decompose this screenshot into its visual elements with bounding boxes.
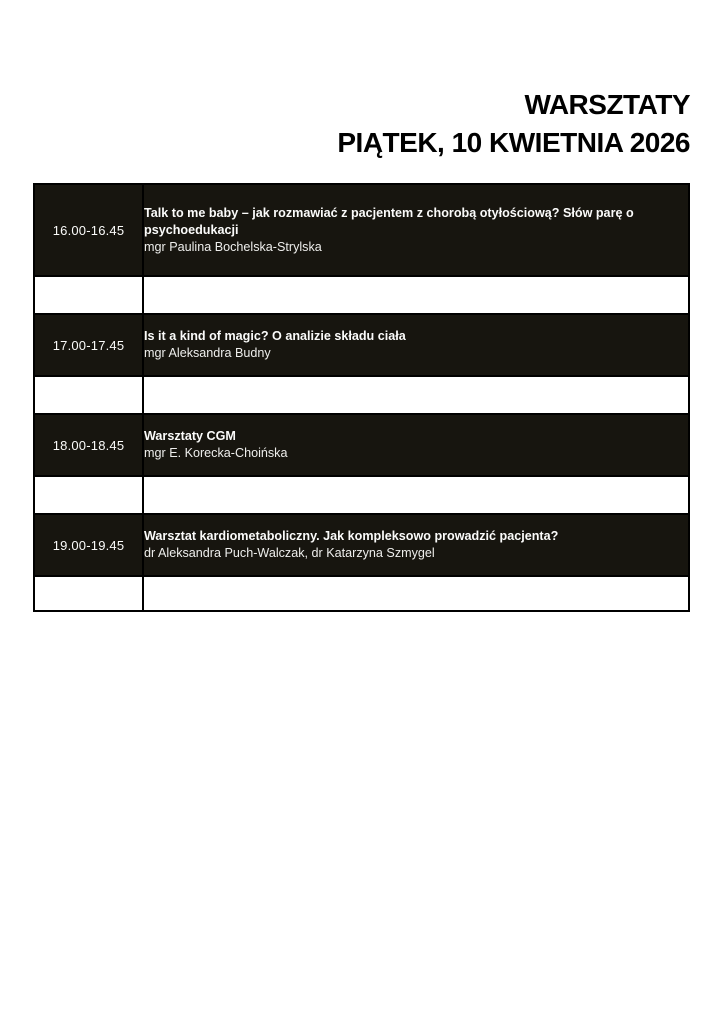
spacer-cell	[143, 476, 689, 514]
spacer-cell	[34, 376, 143, 414]
spacer-row	[34, 276, 689, 314]
event-title: Talk to me baby – jak rozmawiać z pacjentem z chorobą otyłościową? Słów parę o psychoedukacji	[144, 205, 634, 237]
spacer-cell	[34, 576, 143, 611]
spacer-cell	[143, 576, 689, 611]
event-speaker: mgr Aleksandra Budny	[144, 346, 271, 360]
event-speaker: mgr Paulina Bochelska-Strylska	[144, 239, 322, 254]
event-description-cell	[143, 514, 689, 576]
event-title: Warsztaty CGM	[144, 429, 236, 443]
page-header	[337, 86, 690, 162]
page-title: WARSZTATY	[524, 89, 690, 120]
event-title: Is it a kind of magic? O analizie składu ciała	[144, 329, 406, 343]
spacer-row	[34, 476, 689, 514]
table-row	[34, 314, 689, 376]
event-speaker: mgr E. Korecka-Choińska	[144, 446, 288, 460]
event-description-cell	[143, 184, 689, 276]
event-title: Warsztat kardiometaboliczny. Jak kompleksowo prowadzić pacjenta?	[144, 529, 559, 543]
table-row	[34, 514, 689, 576]
page-subtitle: PIĄTEK, 10 KWIETNIA 2026	[337, 127, 690, 158]
table-row	[34, 184, 689, 276]
event-time: 16.00-16.45	[34, 184, 143, 276]
spacer-row	[34, 576, 689, 611]
spacer-cell	[143, 276, 689, 314]
spacer-cell	[143, 376, 689, 414]
table-row	[34, 414, 689, 476]
event-speaker: dr Aleksandra Puch-Walczak, dr Katarzyna Szmygel	[144, 546, 435, 560]
event-description-cell	[143, 314, 689, 376]
spacer-cell	[34, 476, 143, 514]
event-time: 19.00-19.45	[34, 514, 143, 576]
spacer-cell	[34, 276, 143, 314]
schedule-table	[33, 183, 690, 612]
event-description-cell	[143, 414, 689, 476]
event-time: 17.00-17.45	[34, 314, 143, 376]
spacer-row	[34, 376, 689, 414]
event-time: 18.00-18.45	[34, 414, 143, 476]
